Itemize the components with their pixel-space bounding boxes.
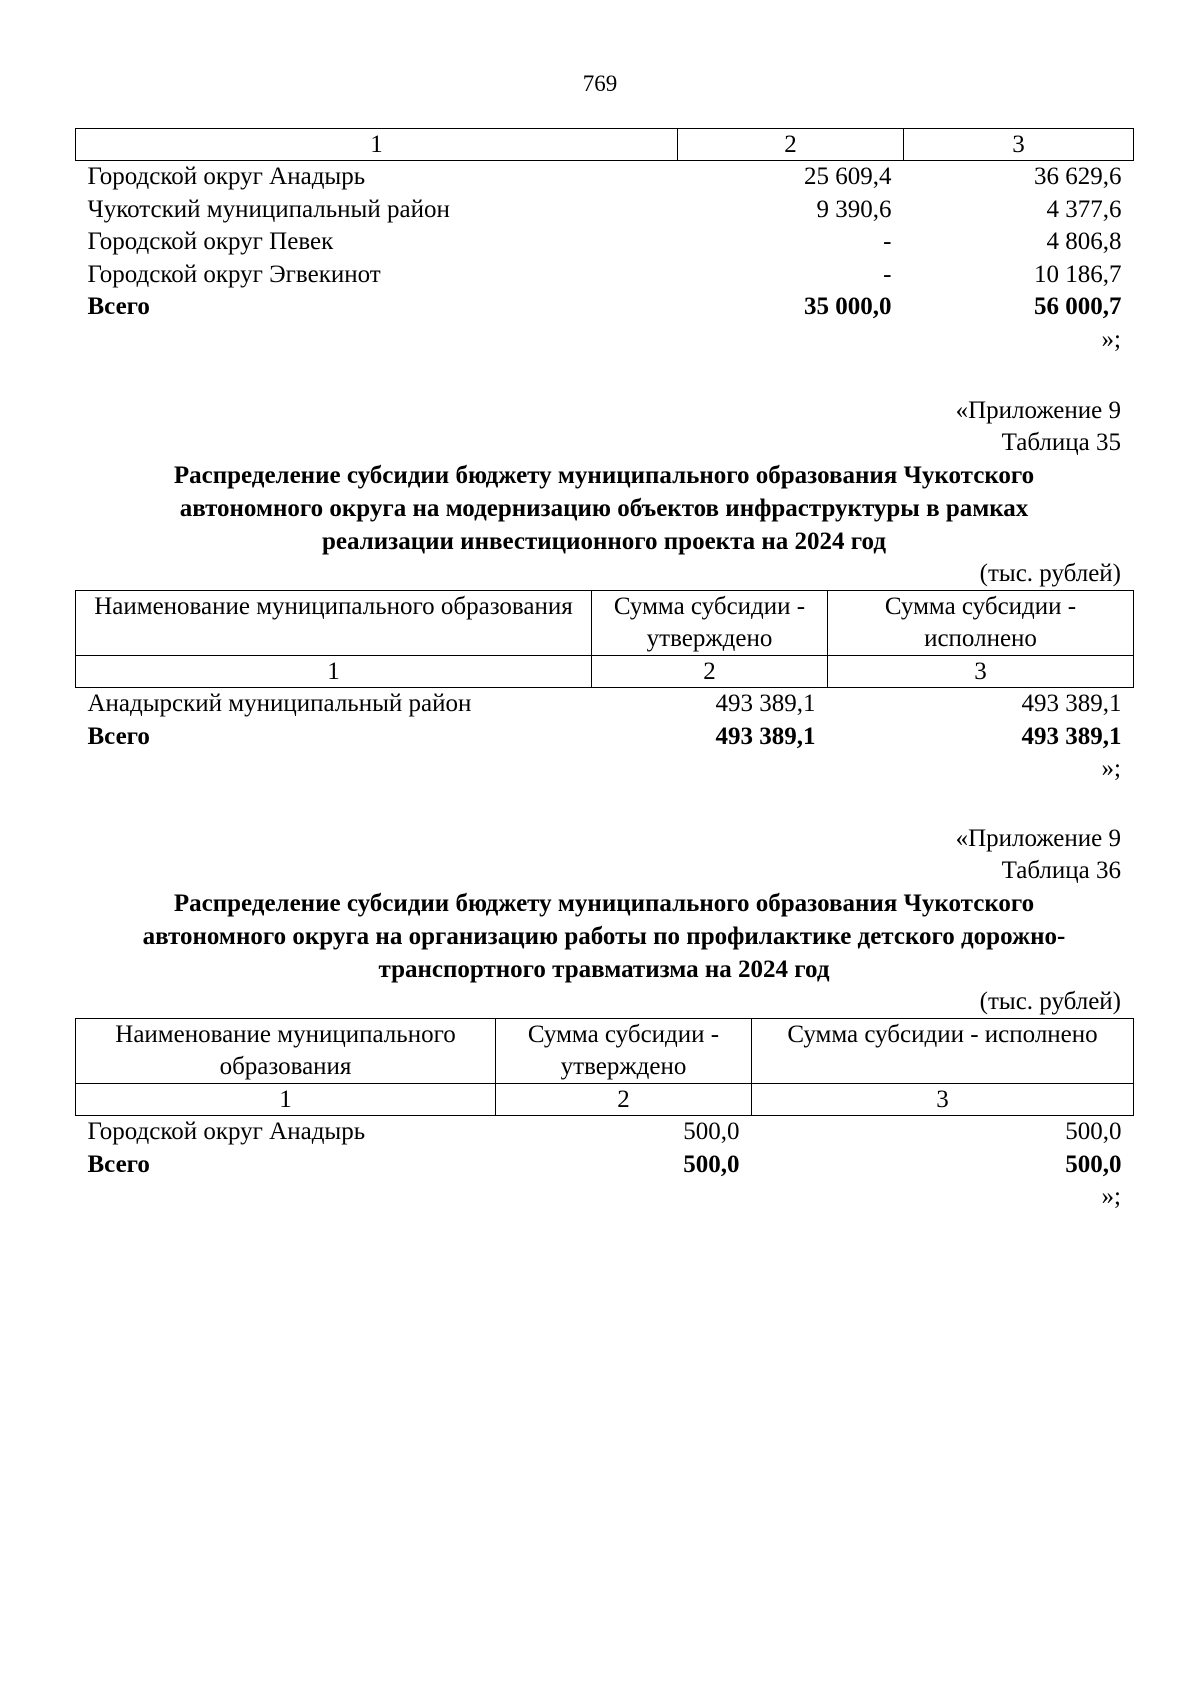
executed-value: 4 377,6 xyxy=(1046,195,1122,223)
table-continuation xyxy=(75,128,1133,356)
column-number-row xyxy=(76,129,1134,161)
table-row xyxy=(76,161,1134,194)
executed-value: 500,0 xyxy=(1065,1118,1122,1145)
municipality-name: Анадырский муниципальный район xyxy=(87,690,472,717)
table36-section xyxy=(75,823,1133,1213)
column-number: 1 xyxy=(76,656,592,688)
column-number: 2 xyxy=(592,656,828,688)
approved-value: 493 389,1 xyxy=(715,690,816,717)
approved-value: - xyxy=(883,228,892,255)
units-label: (тыс. рублей) xyxy=(979,988,1121,1015)
appendix-label: «Приложение 9 xyxy=(955,825,1121,852)
column-header: Наименование муниципального образования xyxy=(76,591,592,656)
executed-value: 36 629,6 xyxy=(1034,163,1122,190)
municipality-name: Чукотский муниципальный район xyxy=(87,195,450,223)
column-number: 1 xyxy=(76,1084,496,1116)
page-number: 769 xyxy=(582,71,618,96)
column-number: 3 xyxy=(904,129,1134,161)
column-number: 3 xyxy=(752,1084,1134,1116)
column-number: 2 xyxy=(678,129,904,161)
approved-value: 500,0 xyxy=(683,1118,740,1145)
total-approved: 500,0 xyxy=(683,1150,740,1178)
column-number: 1 xyxy=(76,129,678,161)
column-number-row xyxy=(76,1084,1134,1116)
column-number: 2 xyxy=(496,1084,752,1116)
approved-value: - xyxy=(883,260,892,288)
closing-quote: »; xyxy=(1101,755,1121,782)
table-title: Распределение субсидии бюджету муниципального образования Чукотского автономного округа на модернизацию объектов инфраструктуры в рамках реализации инвестиционного проекта на 2024 год xyxy=(173,462,1035,555)
approved-value: 9 390,6 xyxy=(816,195,892,223)
header-row xyxy=(76,591,1134,656)
municipality-name: Городской округ Эгвекинот xyxy=(87,260,381,288)
municipality-name: Городской округ Анадырь xyxy=(87,1118,366,1145)
table35-section xyxy=(75,395,1133,785)
total-approved: 493 389,1 xyxy=(715,722,816,750)
table-title: Распределение субсидии бюджету муниципального образования Чукотского автономного округа на организацию работы по профилактике детского дорожно-транспортного травматизма на 2024 год xyxy=(142,890,1066,983)
column-number: 3 xyxy=(828,656,1134,688)
closing-quote: »; xyxy=(1101,325,1121,353)
total-executed: 493 389,1 xyxy=(1021,722,1122,750)
table-label: Таблица 35 xyxy=(1001,429,1121,456)
total-label: Всего xyxy=(87,293,150,320)
units-label: (тыс. рублей) xyxy=(979,560,1121,587)
municipality-name: Городской округ Анадырь xyxy=(87,163,366,190)
total-executed: 500,0 xyxy=(1065,1150,1122,1178)
table-row xyxy=(76,259,1134,292)
appendix-label: «Приложение 9 xyxy=(955,397,1121,424)
table-row xyxy=(76,226,1134,259)
approved-value: 25 609,4 xyxy=(804,163,892,190)
column-header: Наименование муниципального образования xyxy=(76,1019,496,1084)
executed-value: 10 186,7 xyxy=(1034,260,1122,288)
table-row xyxy=(76,688,1134,721)
total-row xyxy=(76,1149,1134,1182)
total-row xyxy=(76,721,1134,754)
total-executed: 56 000,7 xyxy=(1034,293,1122,320)
column-header: Сумма субсидии - утверждено xyxy=(592,591,828,656)
header-row xyxy=(76,1019,1134,1084)
column-header: Сумма субсидии - исполнено xyxy=(752,1019,1134,1084)
column-number-row xyxy=(76,656,1134,688)
table-row xyxy=(76,1116,1134,1149)
column-header: Сумма субсидии - утверждено xyxy=(496,1019,752,1084)
executed-value: 4 806,8 xyxy=(1046,228,1122,255)
total-label: Всего xyxy=(87,722,150,750)
table-row xyxy=(76,194,1134,227)
closing-quote: »; xyxy=(1101,1183,1121,1210)
municipality-name: Городской округ Певек xyxy=(87,228,334,255)
column-header: Сумма субсидии - исполнено xyxy=(828,591,1134,656)
executed-value: 493 389,1 xyxy=(1021,690,1122,717)
total-label: Всего xyxy=(87,1150,150,1178)
total-row xyxy=(76,291,1134,324)
table-label: Таблица 36 xyxy=(1001,857,1121,884)
total-approved: 35 000,0 xyxy=(804,293,892,320)
